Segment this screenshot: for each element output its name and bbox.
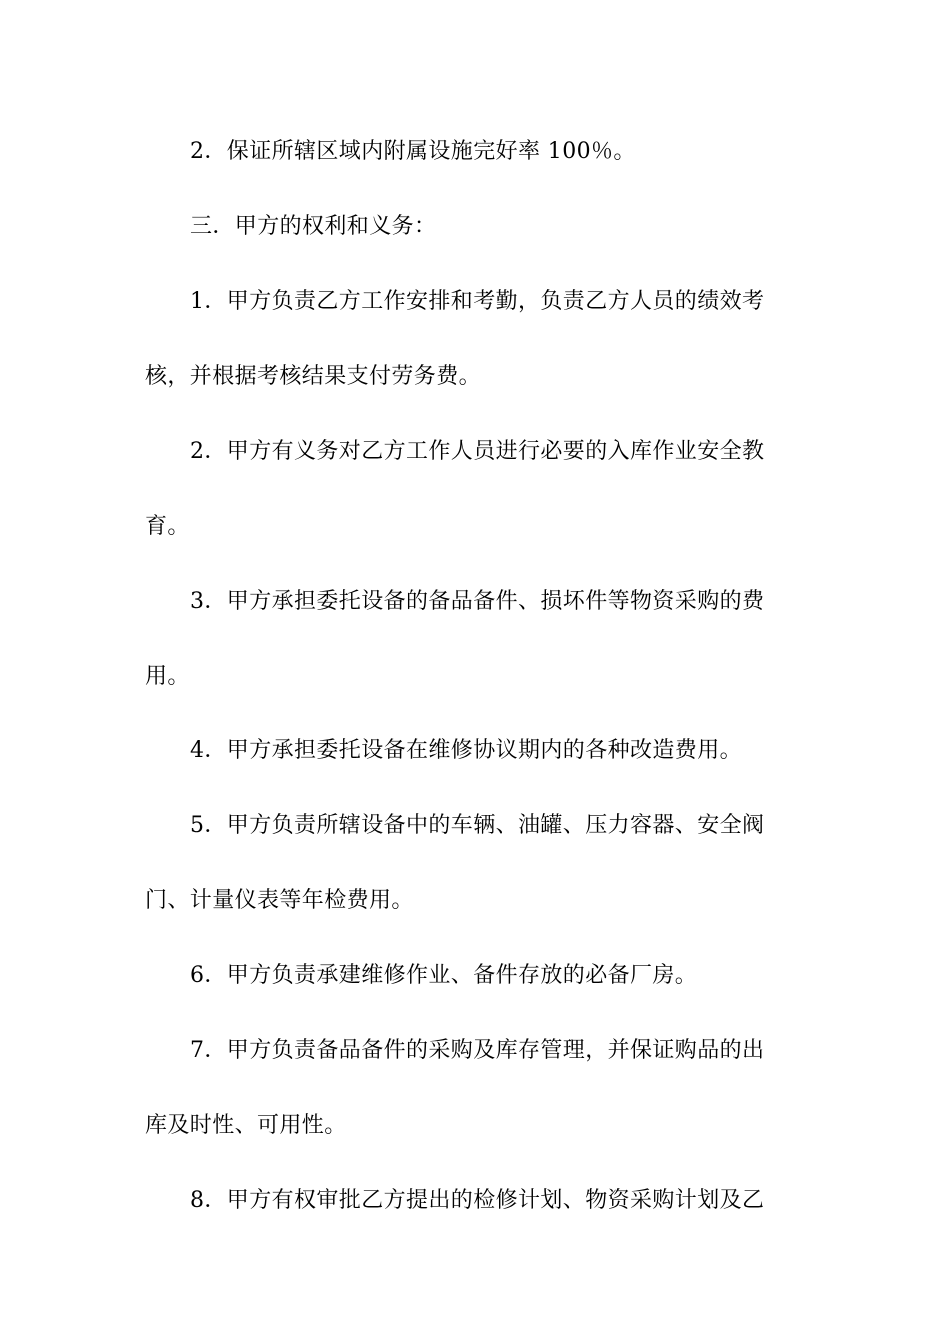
text-line: 6．甲方负责承建维修作业、备件存放的必备厂房。 [190, 963, 698, 988]
text-line: 8．甲方有权审批乙方提出的检修计划、物资采购计划及乙 [190, 1188, 765, 1213]
text-line: 库及时性、可用性。 [145, 1113, 347, 1138]
text-line: 3．甲方承担委托设备的备品备件、损坏件等物资采购的费 [190, 589, 765, 614]
text-line: 2．保证所辖区域内附属设施完好率 100％。 [190, 139, 636, 164]
text-line: 育。 [145, 514, 190, 539]
text-line: 门、计量仪表等年检费用。 [145, 888, 414, 913]
text-line: 2．甲方有义务对乙方工作人员进行必要的入库作业安全教 [190, 439, 765, 464]
text-line: 用。 [145, 664, 190, 689]
text-line: 1．甲方负责乙方工作安排和考勤，负责乙方人员的绩效考 [190, 289, 765, 314]
text-line: 4．甲方承担委托设备在维修协议期内的各种改造费用。 [190, 738, 742, 763]
text-line: 7．甲方负责备品备件的采购及库存管理，并保证购品的出 [190, 1038, 765, 1063]
text-line: 5．甲方负责所辖设备中的车辆、油罐、压力容器、安全阀 [190, 813, 765, 838]
section-heading: 三．甲方的权利和义务： [190, 214, 437, 239]
text-line: 核，并根据考核结果支付劳务费。 [145, 364, 482, 389]
